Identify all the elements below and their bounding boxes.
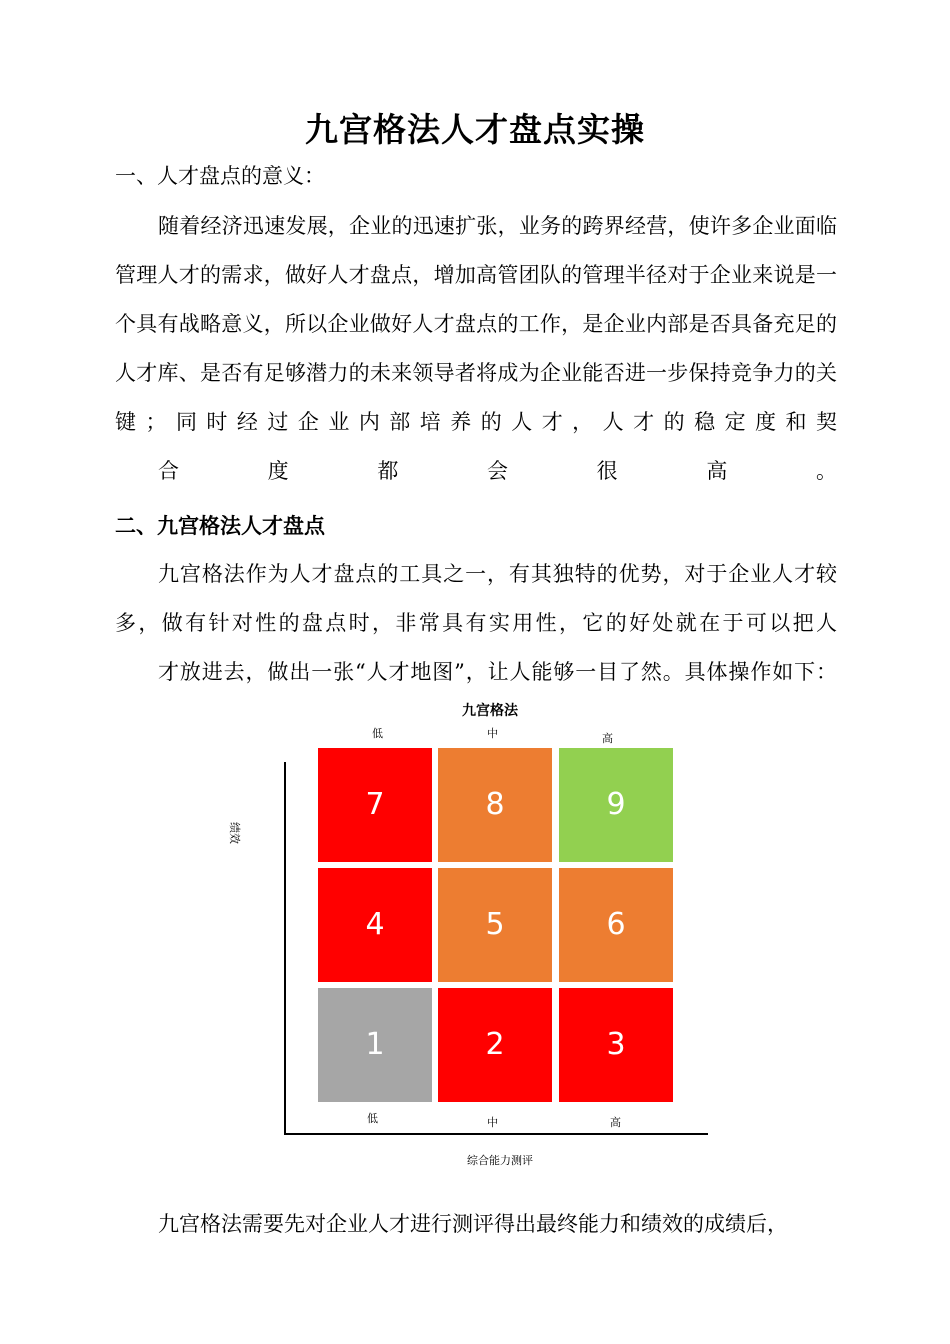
- bottom-label-mid: 中: [487, 1116, 498, 1129]
- nine-box-cell-3: 3: [559, 988, 673, 1102]
- y-axis-line: [284, 762, 286, 1134]
- top-label-mid: 中: [487, 727, 498, 740]
- figure-title: 九宫格法: [462, 703, 518, 719]
- paragraph-nine-box-intro: [115, 550, 837, 697]
- paragraph-significance-last-line: 合度都会很高。: [158, 459, 837, 483]
- nine-box-figure: [228, 700, 720, 1180]
- y-axis-label: 绩效: [228, 822, 241, 844]
- nine-box-cell-5: 5: [438, 868, 552, 982]
- paragraph-nine-box-method: 九宫格法需要先对企业人才进行测评得出最终能力和绩效的成绩后，: [158, 1212, 788, 1236]
- section-heading-significance: 一、人才盘点的意义：: [115, 164, 325, 188]
- nine-box-cell-9: 9: [559, 748, 673, 862]
- section-heading-nine-box: 二、九宫格法人才盘点: [115, 513, 325, 538]
- paragraph-nine-box-last-line: 才放进去，做出一张“人才地图”，让人能够一目了然。具体操作如下：: [158, 660, 837, 684]
- top-label-high: 高: [602, 732, 613, 745]
- x-axis-label: 综合能力测评: [467, 1154, 533, 1167]
- top-label-low: 低: [372, 727, 383, 740]
- nine-box-cell-7: 7: [318, 748, 432, 862]
- x-axis-line: [284, 1133, 708, 1135]
- nine-box-cell-6: 6: [559, 868, 673, 982]
- nine-box-cell-4: 4: [318, 868, 432, 982]
- bottom-label-low: 低: [367, 1112, 378, 1125]
- paragraph-significance-main: 随着经济迅速发展，企业的迅速扩张，业务的跨界经营，使许多企业面临管理人才的需求，做好人才盘点，增加高管团队的管理半径对于企业来说是一个具有战略意义，所以企业做好人才盘点的工作，是企业内部是否具备充足的人才库、是否有足够潜力的未来领导者将成为企业能否进一步保持竞争力的关键；同时经过企业内部培养的人才，人才的稳定度和契: [115, 214, 837, 434]
- nine-box-cell-2: 2: [438, 988, 552, 1102]
- document-title: 九宫格法人才盘点实操: [305, 110, 645, 149]
- bottom-label-high: 高: [610, 1116, 621, 1129]
- paragraph-nine-box-main: 九宫格法作为人才盘点的工具之一，有其独特的优势，对于企业人才较多，做有针对性的盘点时，非常具有实用性，它的好处就在于可以把人: [115, 562, 837, 635]
- nine-box-cell-8: 8: [438, 748, 552, 862]
- paragraph-significance: [115, 202, 837, 496]
- nine-box-cell-1: 1: [318, 988, 432, 1102]
